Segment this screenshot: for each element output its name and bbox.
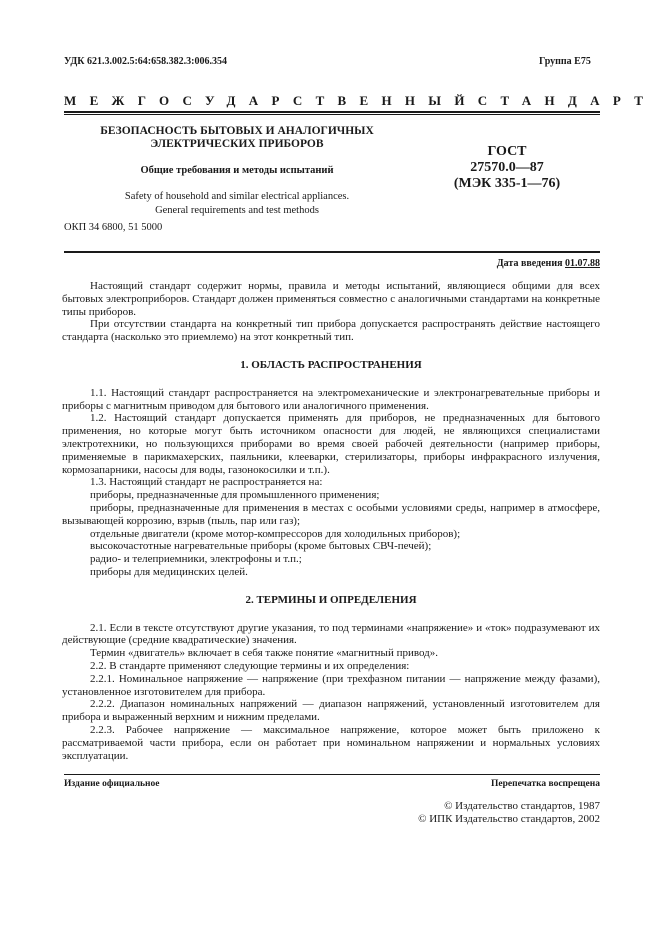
gost-designation — [432, 144, 582, 192]
copyright-line-1: © Издательство стандартов, 1987 — [444, 800, 600, 812]
banner-rule-thin — [64, 114, 600, 115]
english-title-line2: General requirements and test methods — [155, 205, 319, 216]
document-body — [62, 280, 600, 762]
title-block — [96, 125, 378, 218]
clause-1-3: 1.3. Настоящий стандарт не распространяется на: — [90, 476, 323, 489]
udk-code: УДК 621.3.002.5:64:658.382.3:006.354 — [64, 56, 227, 67]
clause-2-2-2: 2.2.2. Диапазон номинальных напряжений — диапазон напряжений, установленный изготовителем для прибора и выраженный верхним и нижним пределами. — [62, 698, 600, 724]
effective-date-label: Дата введения — [496, 258, 563, 269]
copyright-block — [418, 800, 600, 826]
section-2-heading: 2. ТЕРМИНЫ И ОПРЕДЕЛЕНИЯ — [245, 593, 417, 606]
gost-number: 27570.0—87 — [470, 160, 544, 175]
okp-code: ОКП 34 6800, 51 5000 — [64, 222, 163, 233]
exclusion-item: высокочастотные нагревательные приборы (кроме бытовых СВЧ-печей); — [90, 540, 432, 553]
clause-2-1: 2.1. Если в тексте отсутствуют другие указания, то под терминами «напряжение» и «ток» подразумевают их действующие (средние квадратические) значения. — [62, 621, 600, 647]
intro-paragraph-2: При отсутствии стандарта на конкретный тип прибора допускается распространять действие настоящего стандарта (насколько это приемлемо) на этот конкретный тип. — [62, 318, 600, 344]
document-title-line2: ЭЛЕКТРИЧЕСКИХ ПРИБОРОВ — [150, 138, 324, 150]
exclusion-item: приборы, предназначенные для применения в местах с особыми условиями среды, например в атмосфере, вызывающей коррозию, взрыв (пыль, пар или газ); — [62, 501, 600, 527]
standard-banner — [64, 93, 657, 109]
exclusion-item: отдельные двигатели (кроме мотор-компрессоров для холодильных приборов); — [90, 527, 461, 540]
clause-1-2: 1.2. Настоящий стандарт допускается применять для приборов, не предназначенных для бытового применения, но которые могут быть источником опасности для людей, не являющихся специалистами электротехники, но пользующихся приборами во время своей рабочей деятельности (например приборы, применяемые в парикмахерских, паяльники, клееварки, стерилизаторы, приборы инфракрасного излучения, кормозапарники, насосы для воды, газонокосилки и т.п.). — [62, 412, 600, 476]
footer-separator — [64, 774, 600, 775]
copyright-line-2: © ИПК Издательство стандартов, 2002 — [418, 813, 600, 825]
clause-2-2-1: 2.2.1. Номинальное напряжение — напряжение (при трехфазном питании — напряжение между фазами), установленное изготовителем для прибора. — [62, 672, 600, 698]
header-separator — [64, 251, 600, 253]
section-1-heading: 1. ОБЛАСТЬ РАСПРОСТРАНЕНИЯ — [240, 358, 422, 371]
official-edition-label: Издание официальное — [64, 779, 160, 789]
document-title-line1: БЕЗОПАСНОСТЬ БЫТОВЫХ И АНАЛОГИЧНЫХ — [100, 125, 374, 137]
gost-label: ГОСТ — [487, 144, 527, 159]
intro-paragraph-1: Настоящий стандарт содержит нормы, правила и методы испытаний, являющиеся общими для всех бытовых электроприборов. Стандарт должен применяться совместно с аналогичными стандартами на конкретные типы приборов. — [62, 280, 600, 318]
english-title — [96, 190, 378, 218]
effective-date-value: 01.07.88 — [565, 258, 600, 269]
reprint-prohibited-label: Перепечатка воспрещена — [490, 779, 600, 789]
banner-word-interstate: МЕЖГОСУДАРСТВЕННЫЙ — [64, 93, 478, 108]
group-code: Группа Е75 — [539, 56, 591, 67]
document-subtitle: Общие требования и методы испытаний — [140, 165, 334, 176]
iec-number: (МЭК 335-1—76) — [453, 176, 561, 191]
exclusion-item: приборы, предназначенные для промышленного применения; — [90, 489, 380, 502]
clause-1-1: 1.1. Настоящий стандарт распространяется на электромеханические и электронагревательные приборы и приборы с магнитным приводом для бытового или аналогичного применения. — [62, 386, 600, 412]
english-title-line1: Safety of household and similar electrical appliances. — [124, 191, 350, 202]
banner-word-standard: СТАНДАРТ — [477, 93, 657, 108]
exclusion-item: приборы для медицинских целей. — [90, 565, 248, 578]
banner-rule-thick — [64, 111, 600, 113]
effective-date — [497, 258, 600, 269]
clause-2-2: 2.2. В стандарте применяют следующие термины и их определения: — [90, 659, 410, 672]
exclusion-item: радио- и телеприемники, электрофоны и т.п.; — [90, 553, 302, 566]
clause-2-1-motor: Термин «двигатель» включает в себя также понятие «магнитный привод». — [90, 647, 438, 660]
clause-2-2-3: 2.2.3. Рабочее напряжение — максимальное напряжение, которое может быть приложено к рассматриваемой части прибора, если он работает при номинальном напряжении и нормальных условиях эксплуатации. — [62, 723, 600, 762]
